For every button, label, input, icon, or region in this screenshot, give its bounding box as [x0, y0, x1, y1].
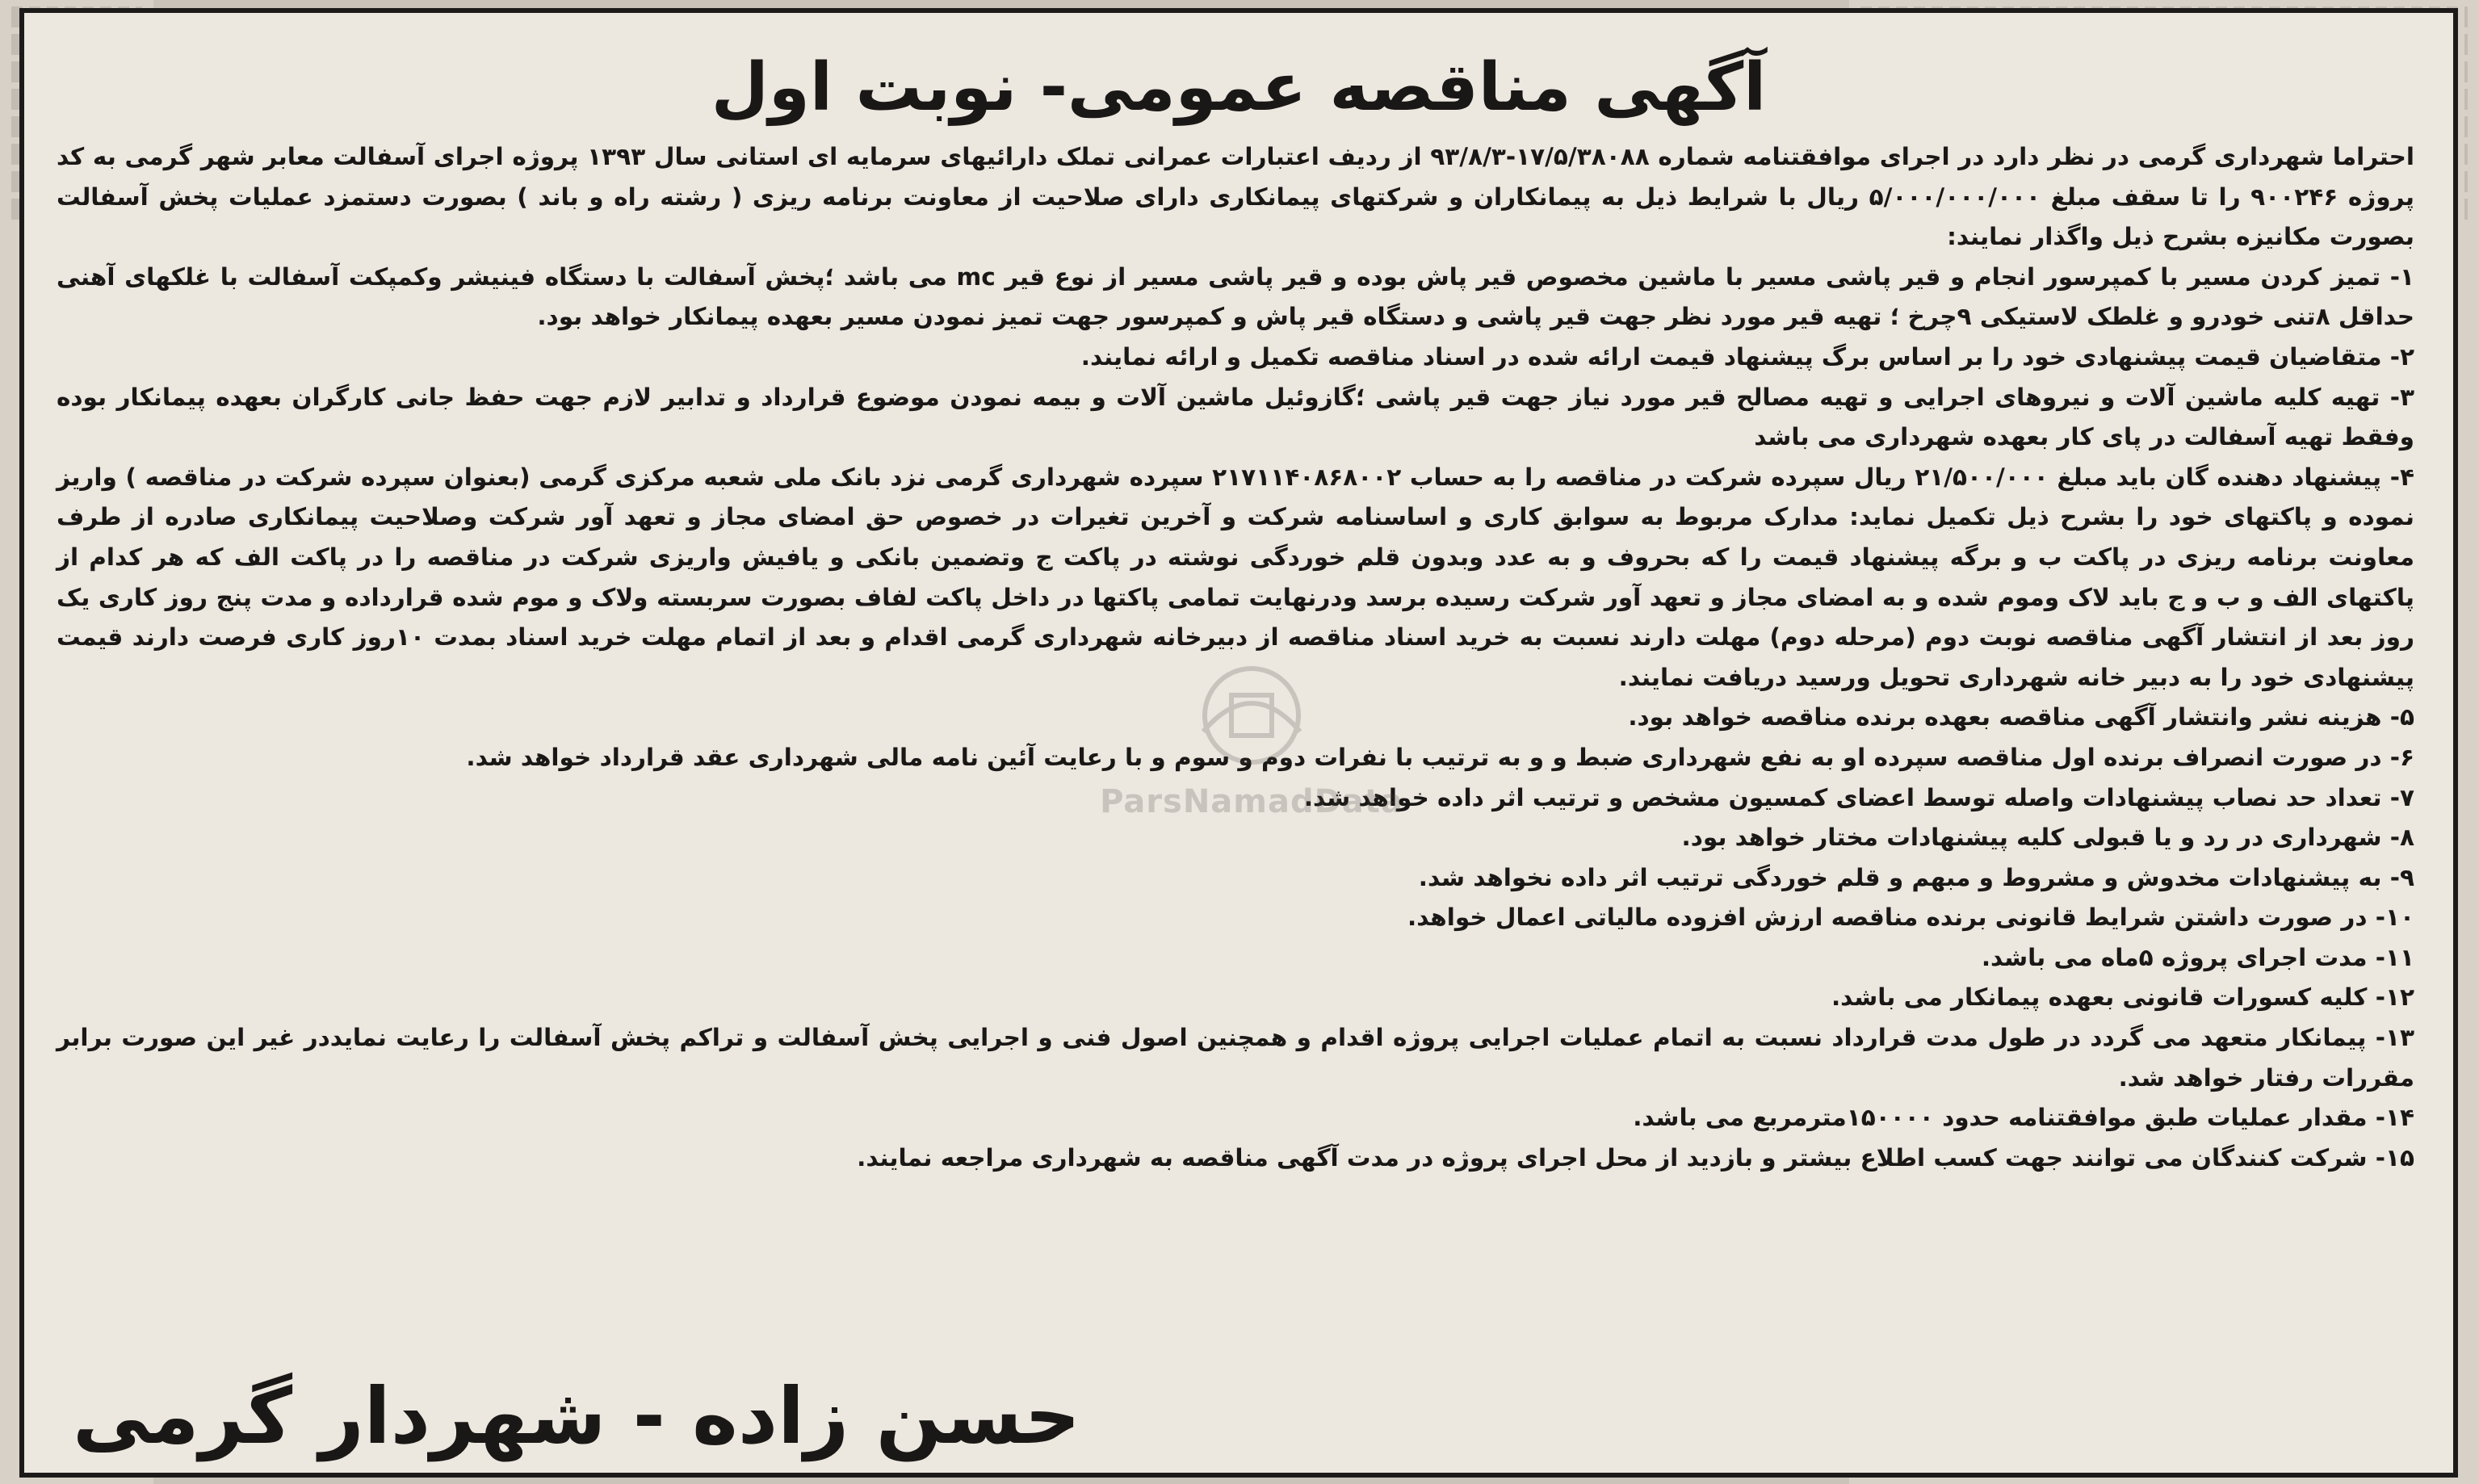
- ad-item-10: ۱۰- در صورت داشتن شرایط قانونی برنده مناقصه ارزش افزوده مالیاتی اعمال خواهد.: [1407, 903, 2414, 932]
- ad-item-15: ۱۵- شرکت کنندگان می توانند جهت کسب اطلاع بیشتر و بازدید از محل اجرای پروژه در مدت آگهی مناقصه به شهرداری مراجعه نمایند.: [857, 1143, 2414, 1172]
- tender-advertisement: [19, 8, 2458, 1478]
- ad-title: آگهی مناقصه عمومی- نوبت اول: [711, 49, 1767, 126]
- ad-item-13: ۱۳- پیمانکار متعهد می گردد در طول مدت قرارداد نسبت به اتمام عملیات اجرایی پروژه اقدام و همچنین اصول فنی و اجرایی پخش آسفالت و تراکم پخش آسفالت را رعایت نمایددر غیر این صورت برابر مقررات رفتار خواهد شد.: [57, 1024, 2414, 1092]
- ad-intro: احتراما شهرداری گرمی در نظر دارد در اجرای موافقتنامه شماره ۱۷/۵/۳۸۰۸۸-۹۳/۸/۳ از ردیف اعتبارات عمرانی تملک دارائیهای سرمایه ای استانی سال ۱۳۹۳ پروژه اجرای آسفالت معابر شهر گرمی به کد پروژه ۹۰۰۲۴۶ را تا سقف مبلغ ۵/۰۰۰/۰۰۰/۰۰۰ ریال با شرایط ذیل به پیمانکاران و شرکتهای پیمانکاری دارای صلاحیت از معاونت برنامه ریزی ( رشته راه و باند ) بصورت دستمزد عملیات پخش آسفالت بصورت مکانیزه بشرح ذیل واگذار نمایند:: [57, 143, 2414, 251]
- ad-item-6: ۶- در صورت انصراف برنده اول مناقصه سپرده او به نفع شهرداری ضبط و و به ترتیب با نفرات دوم و سوم و با رعایت آئین نامه مالی شهرداری عقد قرارداد خواهد شد.: [466, 743, 2414, 771]
- signature: حسن زاده - شهردار گرمی: [73, 1371, 1080, 1461]
- ad-item-7: ۷- تعداد حد نصاب پیشنهادات واصله توسط اعضای کمسیون مشخص و ترتیب اثر داده خواهد شد.: [1303, 783, 2414, 811]
- ad-item-11: ۱۱- مدت اجرای پروژه ۵ماه می باشد.: [1981, 943, 2414, 971]
- ad-item-14: ۱۴- مقدار عملیات طبق موافقتنامه حدود ۱۵۰۰۰۰مترمربع می باشد.: [1633, 1104, 2414, 1132]
- ad-item-8: ۸- شهرداری در رد و یا قبولی کلیه پیشنهادات مختار خواهد بود.: [1681, 824, 2414, 852]
- ad-item-5: ۵- هزینه نشر وانتشار آگهی مناقصه بعهده برنده مناقصه خواهد بود.: [1628, 703, 2414, 732]
- ad-item-4: ۴- پیشنهاد دهنده گان باید مبلغ ۲۱/۵۰۰/۰۰۰ ریال سپرده شرکت در مناقصه را به حساب ۲۱۷۱۱۴۰۸۶۸۰۰۲ سپرده شهرداری گرمی نزد بانک ملی شعبه مرکزی گرمی (بعنوان سپرده شرکت در مناقصه ) واریز نموده و پاکتهای خود را بشرح ذیل تکمیل نماید: مدارک مربوط به سوابق کاری و اساسنامه شرکت و آخرین تغیرات در خصوص حق امضای مجاز و تعهد آور شرکت وصلاحیت پیمانکاری صادره از طرف معاونت برنامه ریزی در پاکت ب و برگه پیشنهاد قیمت را که بحروف و به عدد وبدون قلم خوردگی نوشته در پاکت ج وتضمین بانکی و یافیش واریزی شرکت در مناقصه را در پاکت الف که هر کدام از پاکتهای الف و ب و ج باید لاک وموم شده و به امضای مجاز و تعهد آور شرکت رسیده برسد ودرنهایت تمامی پاکتها در داخل پاکت لفاف بصورت سربسته ولاک و موم شده قرارداده و مدت پنج روز کاری یک روز بعد از انتشار آگهی مناقصه نوبت دوم (مرحله دوم) مهلت دارند نسبت به خرید اسناد مناقصه از دبیرخانه شهرداری گرمی اقدام و بعد از اتمام مهلت خرید اسناد بمدت ۱۰روز کاری فرصت دارند قیمت پیشنهادی خود را به دبیر خانه شهرداری تحویل ورسید دریافت نمایند.: [57, 463, 2414, 691]
- ad-item-2: ۲- متقاضیان قیمت پیشنهادی خود را بر اساس برگ پیشنهاد قیمت ارائه شده در اسناد مناقصه تکمیل و ارائه نمایند.: [1080, 342, 2414, 371]
- parsnamaddata-watermark: [1082, 651, 1421, 820]
- ad-item-12: ۱۲- کلیه کسورات قانونی بعهده پیمانکار می باشد.: [1831, 983, 2414, 1012]
- watermark-logo-icon: [1082, 651, 1421, 780]
- watermark-text: ParsNamadData: [1100, 783, 1403, 820]
- ad-item-9: ۹- به پیشنهادات مخدوش و مشروط و مبهم و قلم خوردگی ترتیب اثر داده نخواهد شد.: [1418, 863, 2414, 891]
- ad-item-3: ۳- تهیه کلیه ماشین آلات و نیروهای اجرایی و تهیه مصالح قیر مورد نیاز جهت قیر پاشی ؛گازوئیل ماشین آلات و بیمه نمودن موضوع قرارداد و تدابیر لازم جهت حفظ جانی کارگران بعهده پیمانکار بوده وفقط تهیه آسفالت در پای کار بعهده شهرداری می باشد: [57, 383, 2414, 451]
- ad-item-1: ۱- تمیز کردن مسیر با کمپرسور انجام و قیر پاشی مسیر با ماشین مخصوص قیر پاش بوده و قیر پاشی مسیر از نوع قیر mc می باشد ؛پخش آسفالت با دستگاه فینیشر وکمپکت آسفالت با غلکهای آهنی حداقل ۸تنی خودرو و غلطک لاستیکی ۹چرخ ؛ تهیه قیر مورد نظر جهت قیر پاشی و دستگاه قیر پاش و کمپرسور جهت تمیز نمودن مسیر بعهده پیمانکار خواهد بود.: [57, 262, 2414, 331]
